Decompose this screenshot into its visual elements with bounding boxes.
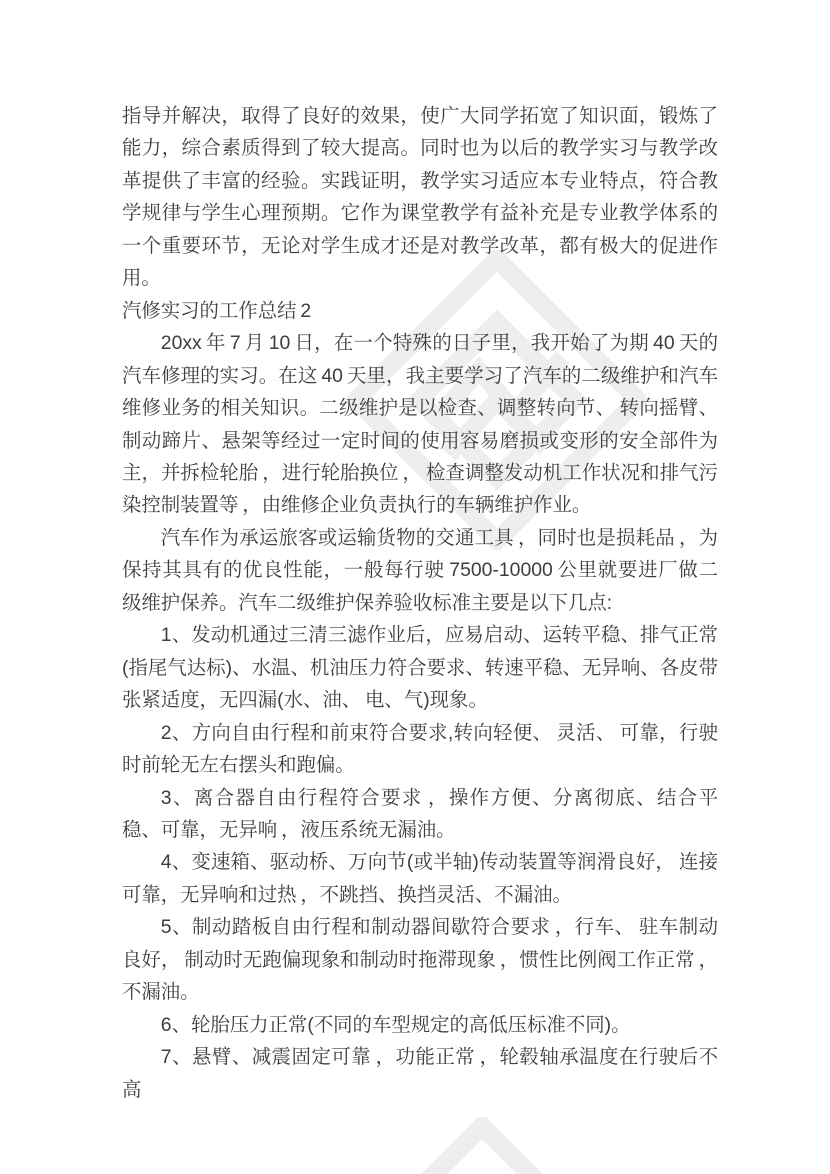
paragraph: 3、离合器自由行程符合要求 ，操作方便、分离彻底、结合平稳、可靠，无异响 ，液压系统无漏油。 [122,786,718,841]
paragraph: 4、变速箱、驱动桥、万向节(或半轴)传动装置等润滑良好， 连接可靠，无异响和过热 ，不跳挡、换挡灵活、不漏油。 [122,851,718,906]
diamond-logo-watermark-icon [327,1117,637,1174]
paragraph: 6、轮胎压力正常(不同的车型规定的高低压标准不同)。 [160,1013,631,1036]
paragraph: 5、制动踏板自由行程和制动器间歇符合要求 ，行车、 驻车制动良好， 制动时无跑偏现象和制动时拖滞现象 ，惯性比例阀工作正常 ，不漏油。 [122,916,718,1004]
paragraph: 1、发动机通过三清三滤作业后，应易启动、运转平稳、排气正常(指尾气达标)、水温、机油压力符合要求、转速平稳、无异响、各皮带张紧适度，无四漏(水、油、 电、气)现象。 [122,624,718,712]
section-heading: 汽修实习的工作总结 2 [122,299,312,322]
document-body [122,100,718,1106]
paragraph: 20xx 年 7 月 10 日，在一个特殊的日子里，我开始了为期 40 天的汽车修理的实习。在这 40 天里，我主要学习了汽车的二级维护和汽车维修业务的相关知识。二级维护是以检查、调整转向节、 转向摇臂、制动蹄片、悬架等经过一定时间的使用容易磨损或变形的安全部件为主，并拆检轮胎 ，进行轮胎换位 ， 检查调整发动机工作状况和排气污染控制装置等 ，由维修企业负责执行的车辆维护作业。 [122,332,718,517]
paragraph: 7、悬臂、减震固定可靠 ，功能正常 ，轮毂轴承温度在行驶后不高 [122,1046,718,1101]
paragraph: 指导并解决，取得了良好的效果，使广大同学拓宽了知识面，锻炼了能力，综合素质得到了较大提高。同时也为以后的教学实习与教学改革提供了丰富的经验。实践证明，教学实习适应本专业特点，符合教学规律与学生心理预期。它作为课堂教学有益补充是专业教学体系的一个重要环节，无论对学生成才还是对教学改革，都有极大的促进作用。 [122,105,718,290]
paragraph: 汽车作为承运旅客或运输货物的交通工具 ，同时也是损耗品 ，为保持其具有的优良性能，一般每行驶 7500-10000 公里就要进厂做二级维护保养。汽车二级维护保养验收标准主要是以下几点: [122,526,718,614]
paragraph: 2、方向自由行程和前束符合要求,转向轻便、 灵活、 可靠，行驶时前轮无左右摆头和跑偏。 [122,721,718,777]
